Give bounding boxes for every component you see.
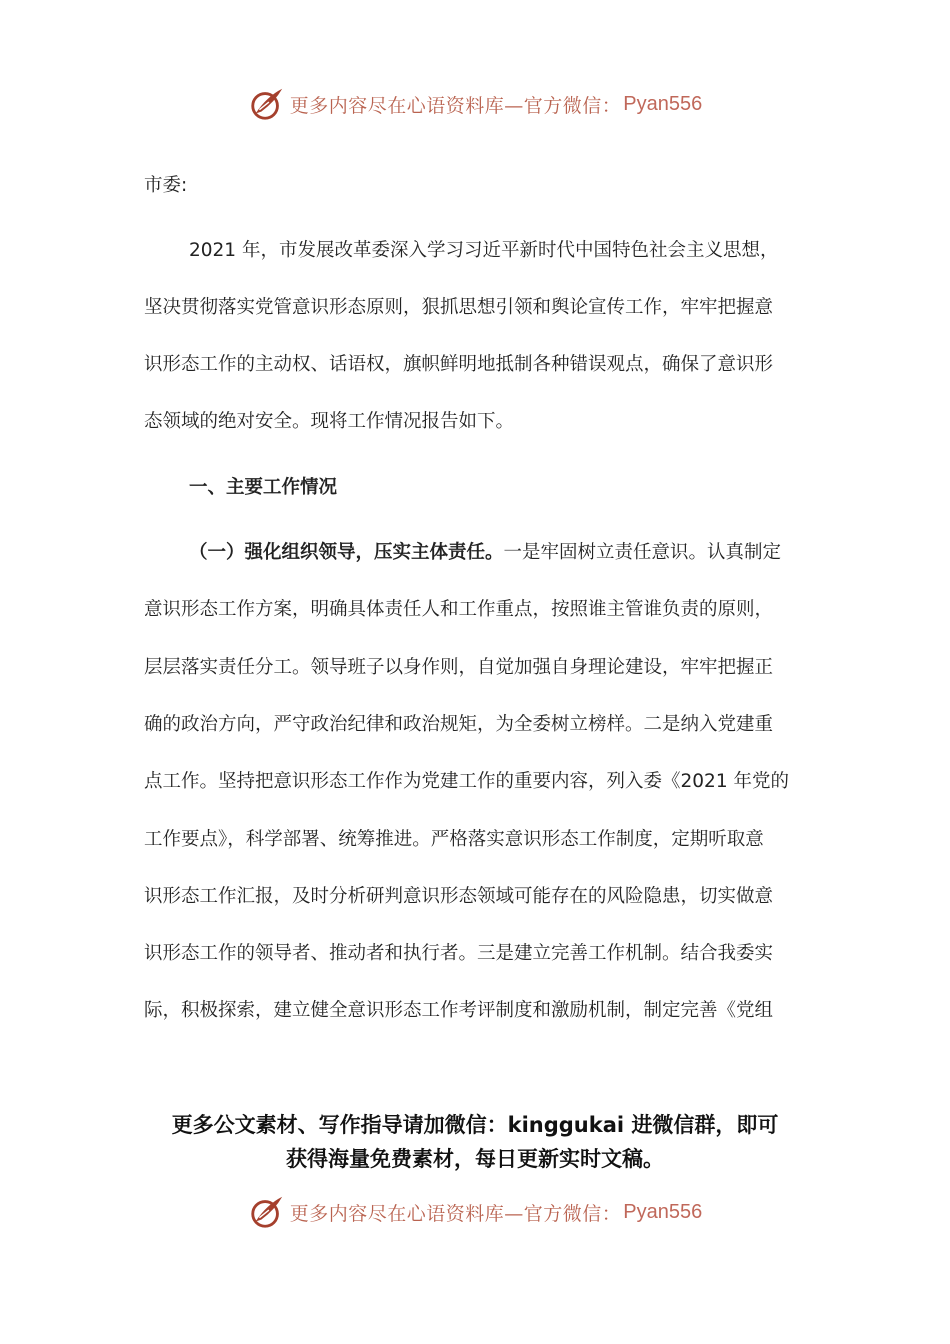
promo-notice-line-1: 更多公文素材、写作指导请加微信：kinggukai 进微信群，即可 (171, 1113, 779, 1137)
quill-logo-icon (248, 85, 286, 123)
banner-wechat-id: Pyan556 (623, 92, 703, 115)
body-line: 层层落实责任分工。领导班子以身作则，自觉加强自身理论建设，牢牢把握正 (144, 657, 774, 678)
quill-logo-icon (248, 1193, 286, 1231)
body-line: 工作要点》，科学部署、统筹推进。严格落实意识形态工作制度，定期听取意 (144, 829, 764, 850)
body-line: 2021 年，市发展改革委深入学习习近平新时代中国特色社会主义思想， (189, 240, 779, 261)
banner-wechat-id: Pyan556 (623, 1200, 703, 1223)
banner-text: 更多内容尽在心语资料库—官方微信： (289, 1202, 622, 1225)
body-line: 点工作。坚持把意识形态工作作为党建工作的重要内容，列入委《2021 年党的 (144, 771, 789, 792)
header-banner (0, 82, 950, 126)
body-line: 态领域的绝对安全。现将工作情况报告如下。 (144, 411, 515, 432)
subsection-first-line (189, 541, 781, 565)
footer-banner (0, 1190, 950, 1234)
salutation: 市委: (144, 175, 188, 196)
body-line: 识形态工作的主动权、话语权，旗帜鲜明地抵制各种错误观点，确保了意识形 (144, 354, 774, 375)
section-heading: 一、主要工作情况 (189, 477, 338, 498)
promo-notice-line-2: 获得海量免费素材，每日更新实时文稿。 (286, 1147, 664, 1171)
body-line: 确的政治方向，严守政治纪律和政治规矩，为全委树立榜样。二是纳入党建重 (144, 714, 774, 735)
body-line: 意识形态工作方案，明确具体责任人和工作重点，按照谁主管谁负责的原则， (144, 599, 774, 620)
body-line: 坚决贯彻落实党管意识形态原则，狠抓思想引领和舆论宣传工作，牢牢把握意 (144, 297, 774, 318)
body-line: 际，积极探索，建立健全意识形态工作考评制度和激励机制，制定完善《党组 (144, 1000, 774, 1021)
banner-text: 更多内容尽在心语资料库—官方微信： (289, 94, 622, 117)
body-line: 识形态工作的领导者、推动者和执行者。三是建立完善工作机制。结合我委实 (144, 943, 774, 964)
body-line: 识形态工作汇报，及时分析研判意识形态领域可能存在的风险隐患，切实做意 (144, 886, 774, 907)
subsection-heading: （一）强化组织领导，压实主体责任。 (189, 542, 504, 563)
subsection-first-line-text: 一是牢固树立责任意识。认真制定 (503, 542, 782, 563)
